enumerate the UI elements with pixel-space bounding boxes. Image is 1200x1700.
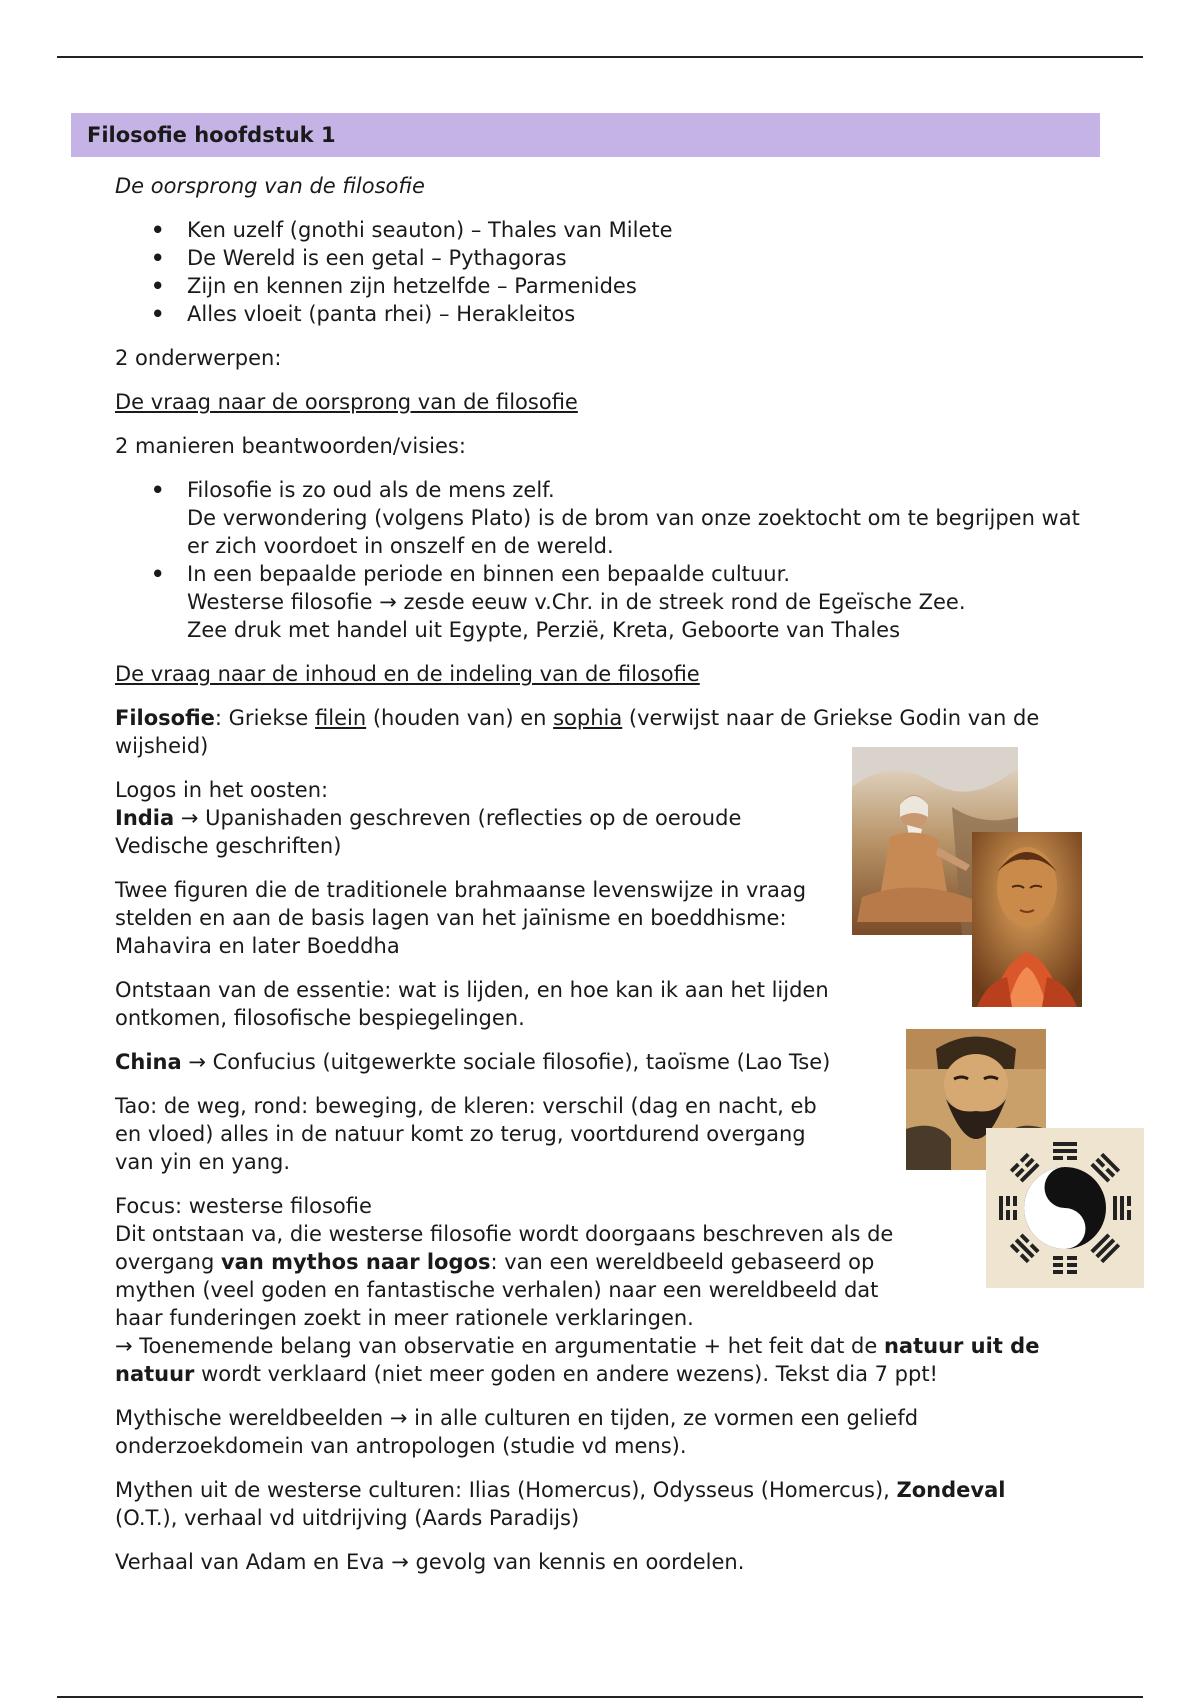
list-item: • Zijn en kennen zijn hetzelfde – Parmenides xyxy=(115,272,1115,300)
section-heading-origin: De vraag naar de oorsprong van de filosofie xyxy=(115,390,578,414)
china-paragraph: China → Confucius (uitgewerkte sociale filosofie), taoïsme (Lao Tse) xyxy=(115,1050,831,1074)
essence-paragraph: Ontstaan van de essentie: wat is lijden, en hoe kan ik aan het lijden ontkomen, filosofische bespiegelingen. xyxy=(115,978,829,1030)
myth-paragraph-1: Mythische wereldbeelden → in alle culturen en tijden, ze vormen een geliefd onderzoekdomein van antropologen (studie vd mens). xyxy=(115,1406,919,1458)
bottom-rule xyxy=(57,1696,1143,1698)
list-item: • Filosofie is zo oud als de mens zelf. De verwondering (volgens Plato) is de brom van onze zoektocht om te begrijpen wat er zich voordoet in onszelf en de wereld. xyxy=(115,476,1115,560)
india-paragraph: Logos in het oosten: India → Upanishaden geschreven (reflecties op de oeroude Vedische geschriften) xyxy=(115,778,742,858)
top-rule xyxy=(57,56,1143,58)
views-intro: 2 manieren beantwoorden/visies: xyxy=(115,434,466,458)
myth-paragraph-3: Verhaal van Adam en Eva → gevolg van kennis en oordelen. xyxy=(115,1550,745,1574)
section-heading-content: De vraag naar de inhoud en de indeling van de filosofie xyxy=(115,662,700,686)
page-title: Filosofie hoofdstuk 1 xyxy=(71,113,1100,157)
topics-intro: 2 onderwerpen: xyxy=(115,346,282,370)
list-item: • De Wereld is een getal – Pythagoras xyxy=(115,244,1115,272)
quote-list xyxy=(115,216,1115,328)
myth-paragraph-2: Mythen uit de westerse culturen: Ilias (Homercus), Odysseus (Homercus), Zondeval (O.T.), verhaal vd uitdrijving (Aards Paradijs) xyxy=(115,1478,1006,1530)
list-item: • Alles vloeit (panta rhei) – Herakleitos xyxy=(115,300,1115,328)
tao-paragraph: Tao: de weg, rond: beweging, de kleren: verschil (dag en nacht, eb en vloed) alles in de natuur komt zo terug, voortdurend overgang van yin en yang. xyxy=(115,1094,817,1174)
list-item: • Ken uzelf (gnothi seauton) – Thales van Milete xyxy=(115,216,1115,244)
subtitle: De oorsprong van de filosofie xyxy=(115,174,425,198)
definition-paragraph: Filosofie: Griekse filein (houden van) en sophia (verwijst naar de Griekse Godin van de wijsheid) xyxy=(115,706,1040,758)
views-list xyxy=(115,476,1115,644)
yin-yang-bagua-image xyxy=(986,1128,1144,1288)
west-paragraph: Focus: westerse filosofie Dit ontstaan va, die westerse filosofie wordt doorgaans beschreven als de overgang van mythos naar logos: van een wereldbeeld gebaseerd op mythen (veel goden en fantastische verhalen) naar een wereldbeeld dat haar funderingen zoekt in meer rationele verklaringen. → Toenemende belang van observatie en argumentatie + het feit dat de natuur uit de natuur wordt verklaard (niet meer goden en andere wezens). Tekst dia 7 ppt! xyxy=(115,1194,1040,1386)
figures-paragraph: Twee figuren die de traditionele brahmaanse levenswijze in vraag stelden en aan de basis lagen van het jaïnisme en boeddhisme: Mahavira en later Boeddha xyxy=(115,878,807,958)
buddha-lotus-image xyxy=(972,832,1082,1007)
list-item: • In een bepaalde periode en binnen een bepaalde cultuur. Westerse filosofie → zesde eeuw v.Chr. in de streek rond de Egeïsche Zee. Zee druk met handel uit Egypte, Perzië, Kreta, Geboorte van Thales xyxy=(115,560,1115,644)
